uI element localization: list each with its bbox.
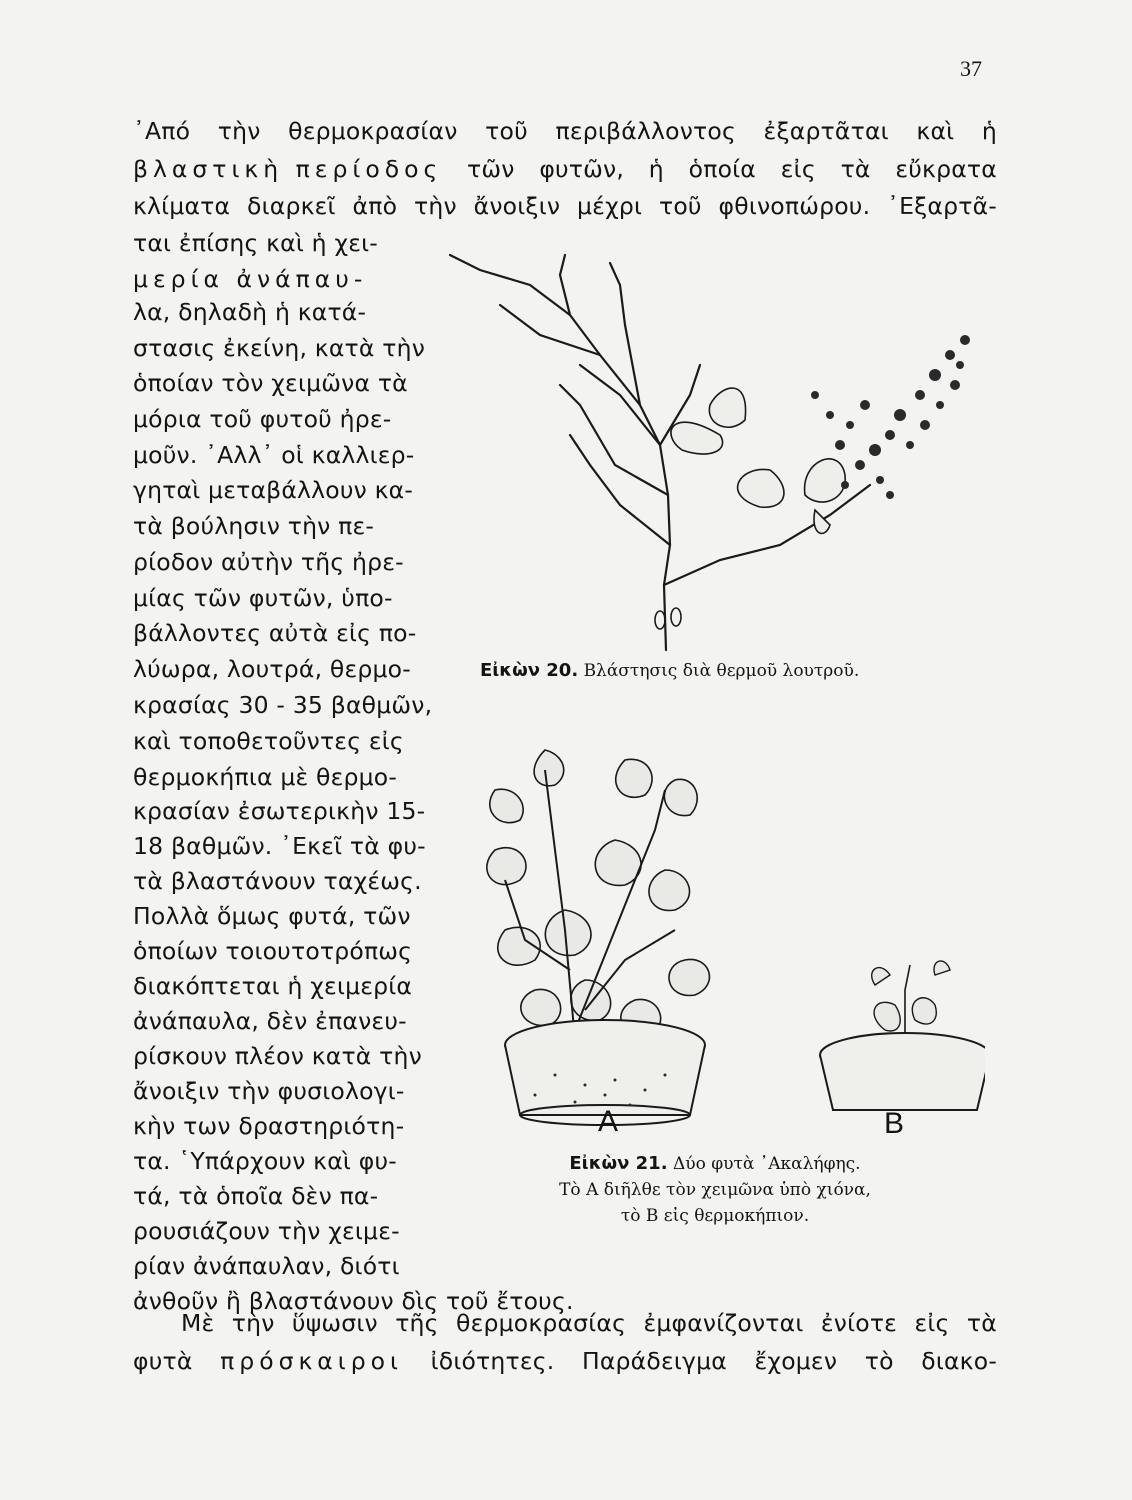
figure-21-label: Εἰκὼν 21. xyxy=(569,1153,668,1174)
narrow-line: ρουσιάζουν τὴν χειμε- xyxy=(133,1217,400,1245)
figure-20-text: Βλάστησις διὰ θερμοῦ λουτροῦ. xyxy=(583,661,860,681)
narrow-line: ὁποίων τοιουτοτρόπως xyxy=(133,937,413,965)
narrow-line: ὁποίαν τὸν χειμῶνα τὰ xyxy=(133,369,408,397)
narrow-line: κρασίαν ἐσωτερικὴν 15- xyxy=(133,797,426,825)
para2-line-2: φυτὰ πρόσκαιροι ἰδιότητες. Παράδειγμα ἔχομεν τὸ διακο- xyxy=(133,1347,997,1375)
narrow-line: κὴν των δραστηριότη- xyxy=(133,1112,405,1140)
narrow-line: καὶ τοποθετοῦντες εἰς xyxy=(133,727,404,755)
para1-line-2: βλαστικὴ περίοδος τῶν φυτῶν, ἡ ὁποία εἰς τὰ εὔκρατα xyxy=(133,155,997,183)
spaced-term: βλαστικὴ περίοδος xyxy=(133,155,443,183)
narrow-line: ἀνάπαυλα, δὲν ἐπανευ- xyxy=(133,1007,407,1035)
narrow-line: μερία ἀνάπαυ- xyxy=(133,265,368,293)
para1-line-3: κλίματα διαρκεῖ ἀπὸ τὴν ἄνοιξιν μέχρι τοῦ φθινοπώρου. ᾽Εξαρτᾶ- xyxy=(133,192,997,220)
narrow-line: μοῦν. ᾽Αλλ᾽ οἱ καλλιερ- xyxy=(133,441,415,469)
para2-line-1: Μὲ τὴν ὕψωσιν τῆς θερμοκρασίας ἐμφανίζονται ἐνίοτε εἰς τὰ xyxy=(181,1309,997,1337)
narrow-line: κρασίας 30 - 35 βαθμῶν, xyxy=(133,691,433,719)
narrow-line: μίας τῶν φυτῶν, ὑπο- xyxy=(133,584,393,612)
narrow-line: ρίαν ἀνάπαυλαν, διότι xyxy=(133,1252,400,1280)
narrow-line: γηταὶ μεταβάλλουν κα- xyxy=(133,476,414,504)
narrow-line: λύωρα, λουτρά, θερμο- xyxy=(133,655,411,683)
figure-21-illustration xyxy=(465,730,985,1130)
narrow-line: θερμοκήπια μὲ θερμο- xyxy=(133,763,398,791)
para1-line-1: ᾽Από τὴν θερμοκρασίαν τοῦ περιβάλλοντος ἐξαρτᾶται καὶ ἡ xyxy=(133,117,997,145)
figure-21-caption: Εἰκὼν 21. Δύο φυτὰ ᾽Ακαλήφης. Τὸ Α διῆλθε τὸν χειμῶνα ὑπὸ χιόνα, τὸ Β εἰς θερμοκήπιον. xyxy=(559,1153,871,1226)
narrow-line: Πολλὰ ὅμως φυτά, τῶν xyxy=(133,902,411,930)
spaced-term: πρόσκαιροι xyxy=(220,1347,404,1375)
figure-20-label: Εἰκὼν 20. xyxy=(480,660,579,681)
narrow-line: τα. ῾Υπάρχουν καὶ φυ- xyxy=(133,1147,397,1175)
figure-20-caption xyxy=(480,660,859,681)
narrow-line: ἄνοιξιν τὴν φυσιολογι- xyxy=(133,1077,405,1105)
narrow-line: ται ἐπίσης καὶ ἡ χει- xyxy=(133,229,378,257)
narrow-line: βάλλοντες αὐτὰ εἰς πο- xyxy=(133,619,417,647)
figure-21-label-a: A xyxy=(598,1105,619,1138)
narrow-line: 18 βαθμῶν. ᾽Εκεῖ τὰ φυ- xyxy=(133,832,426,860)
narrow-line: στασις ἐκείνη, κατὰ τὴν xyxy=(133,334,426,362)
narrow-line: μόρια τοῦ φυτοῦ ἠρε- xyxy=(133,405,392,433)
narrow-line: ρίσκουν πλέον κατὰ τὴν xyxy=(133,1042,422,1070)
narrow-line: ρίοδον αὐτὴν τῆς ἠρε- xyxy=(133,548,404,576)
figure-21-label-b: B xyxy=(884,1107,905,1140)
narrow-line: τὰ βλαστάνουν ταχέως. xyxy=(133,867,422,895)
narrow-line: λα, δηλαδὴ ἡ κατά- xyxy=(133,298,367,326)
narrow-line: ἀνθοῦν ἢ βλαστάνουν δὶς τοῦ ἔτους. xyxy=(133,1287,574,1315)
narrow-line: τὰ βούλησιν τὴν πε- xyxy=(133,512,375,540)
narrow-line: διακόπτεται ἡ χειμερία xyxy=(133,972,413,1000)
narrow-line: τά, τὰ ὁποῖα δὲν πα- xyxy=(133,1182,379,1210)
page-number: 37 xyxy=(960,56,982,81)
figure-20-illustration xyxy=(420,245,980,665)
